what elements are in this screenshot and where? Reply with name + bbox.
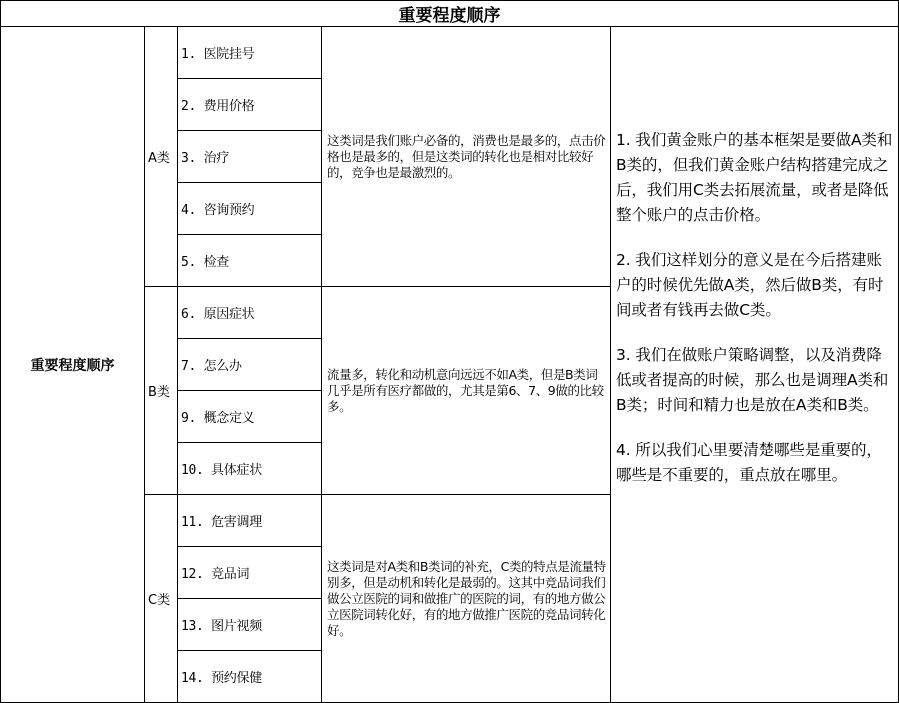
notes-panel — [611, 27, 899, 703]
list-item: 1. 医院挂号 — [178, 27, 322, 79]
list-item: 2. 费用价格 — [178, 79, 322, 131]
category-a-label: A类 — [145, 27, 178, 287]
list-item: 9. 概念定义 — [178, 391, 322, 443]
list-item: 3. 治疗 — [178, 131, 322, 183]
list-item: 11. 危害调理 — [178, 495, 322, 547]
category-a-description — [322, 27, 611, 287]
list-item: 13. 图片视频 — [178, 599, 322, 651]
category-b-description — [322, 287, 611, 495]
table-title: 重要程度顺序 — [0, 0, 899, 27]
description-text: 流量多，转化和动机意向远远不如A类，但是B类词几乎是所有医疗都做的，尤其是第6、7、9做的比较多。 — [327, 366, 604, 414]
category-c-label: C类 — [145, 495, 178, 703]
list-item: 6. 原因症状 — [178, 287, 322, 339]
list-item: 14. 预约保健 — [178, 651, 322, 703]
list-item: 4. 咨询预约 — [178, 183, 322, 235]
note-paragraph: 3. 我们在做账户策略调整，以及消费降低或者提高的时候，那么也是调理A类和B类；时间和精力也是放在A类和B类。 — [616, 346, 889, 414]
list-item: 7. 怎么办 — [178, 339, 322, 391]
list-item: 10. 具体症状 — [178, 443, 322, 495]
list-item: 12. 竞品词 — [178, 547, 322, 599]
note-paragraph: 4. 所以我们心里要清楚哪些是重要的，哪些是不重要的，重点放在哪里。 — [616, 441, 882, 484]
category-c-description — [322, 495, 611, 703]
note-paragraph: 1. 我们黄金账户的基本框架是要做A类和B类的，但我们黄金账户结构搭建完成之后，我们用C类去拓展流量，或者是降低整个账户的点击价格。 — [616, 131, 893, 224]
description-text: 这类词是我们账户必备的，消费也是最多的，点击价格也是最多的，但是这类词的转化也是相对比较好的，竞争也是最激烈的。 — [327, 132, 606, 180]
list-item: 5. 检查 — [178, 235, 322, 287]
row-header: 重要程度顺序 — [0, 27, 145, 703]
note-paragraph: 2. 我们这样划分的意义是在今后搭建账户的时候优先做A类，然后做B类，有时间或者有钱再去做C类。 — [616, 251, 884, 319]
category-b-label: B类 — [145, 287, 178, 495]
description-text: 这类词是对A类和B类词的补充，C类的特点是流量特别多，但是动机和转化是最弱的。这其中竞品词我们做公立医院的词和做推广的医院的词，有的地方做公立医院词转化好，有的地方做推广医院的竞品词转化好。 — [327, 558, 606, 638]
